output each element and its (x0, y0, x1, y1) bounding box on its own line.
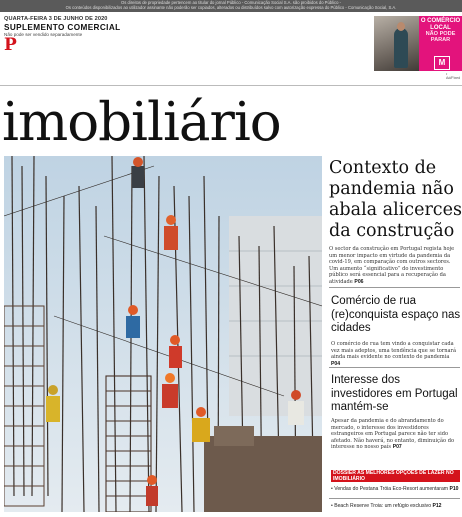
story3-body-text: Apesar da pandemia e do abrandamento do mercado, o interesse dos investidores estrangeiros em Portugal parece não ter sido afetado. Não haverá, no entanto, diminuição do interesse no nosso país (331, 418, 455, 450)
story2-headline: Comércio de rua (re)conquista espaço nas cidades (331, 295, 461, 334)
section-masthead: imobiliário (2, 92, 281, 153)
story-divider-1 (329, 287, 460, 288)
copyright-bar (0, 0, 462, 12)
dossier-banner: DOSSIER AS MELHORES OPÇÕES DE LAZER NO IMOBILIÁRIO (331, 470, 460, 482)
promo-badge: M (434, 56, 450, 70)
supplement-subtitle: Não pode ser vendido separadamente (4, 32, 83, 37)
lead-body (329, 246, 460, 285)
copyright-line-2: Os conteúdos disponibilizados ao utilizador assinante não poderão ser copiados, alterados ou distribuídos salvo com autorização expressa do Público - Comunicação Social, S.A. (65, 5, 397, 10)
story3-page-ref: P07 (392, 444, 402, 450)
supplement-title: SUPLEMENTO COMERCIAL (4, 23, 121, 32)
dossier-item-1-text: • Vendas do Pestana Tróia Eco-Resort aumentaram (331, 486, 449, 492)
copyright-line-1: Os direitos de propriedade pertencem ao titular do jornal Público - Comunicação Social S.A. são proibidos do Público - (121, 0, 341, 5)
dossier-item-2-text: • Beach Reserve Troia: um refúgio exclusivo (331, 503, 432, 509)
dossier-item-1-page: P10 (449, 486, 459, 492)
promo-subtitle: NÃO PODE PARAR (425, 31, 456, 43)
dossier-item-2-page: P12 (432, 503, 442, 509)
dossier-divider (329, 498, 460, 499)
header-divider (0, 85, 462, 86)
dossier-item-1 (331, 486, 460, 493)
promo-person-head (397, 22, 405, 31)
story3-headline: Interesse dos investidores em Portugal mantém-se (331, 374, 458, 413)
story2-body-text: O comércio de rua tem vindo a conquistar cada vez mais adeptos, uma tendência que se tornará ainda mais evidente no contexto de pandemia (331, 341, 457, 360)
dossier-item-2 (331, 503, 460, 510)
story2-page-ref: P04 (331, 360, 341, 367)
lead-page-ref: P06 (354, 278, 364, 285)
construction-photo-illustration (4, 156, 322, 512)
promo-person-figure (394, 28, 408, 68)
cover-photo-construction-workers (4, 156, 322, 512)
story2-body (331, 341, 460, 367)
issue-date: QUARTA-FEIRA 3 DE JUNHO DE 2020 (4, 16, 108, 22)
promo-title: O COMÉRCIO LOCAL (420, 18, 461, 31)
lead-body-text: O sector da construção em Portugal regista hoje um menor impacto em virtude da pandemia da covid-19, em comparação com outros sectores. Um aumento “significativo” do investimento público será essencial para a recuperação da atividade (329, 246, 455, 285)
lead-headline: Contexto de pandemia não abala alicerces da construção (329, 158, 462, 241)
promo-tag: • Ad/Fixed (446, 72, 461, 80)
story3-body (331, 418, 460, 451)
publico-logo: P (4, 35, 17, 55)
promo-box (374, 16, 462, 71)
story-divider-2 (329, 367, 460, 368)
